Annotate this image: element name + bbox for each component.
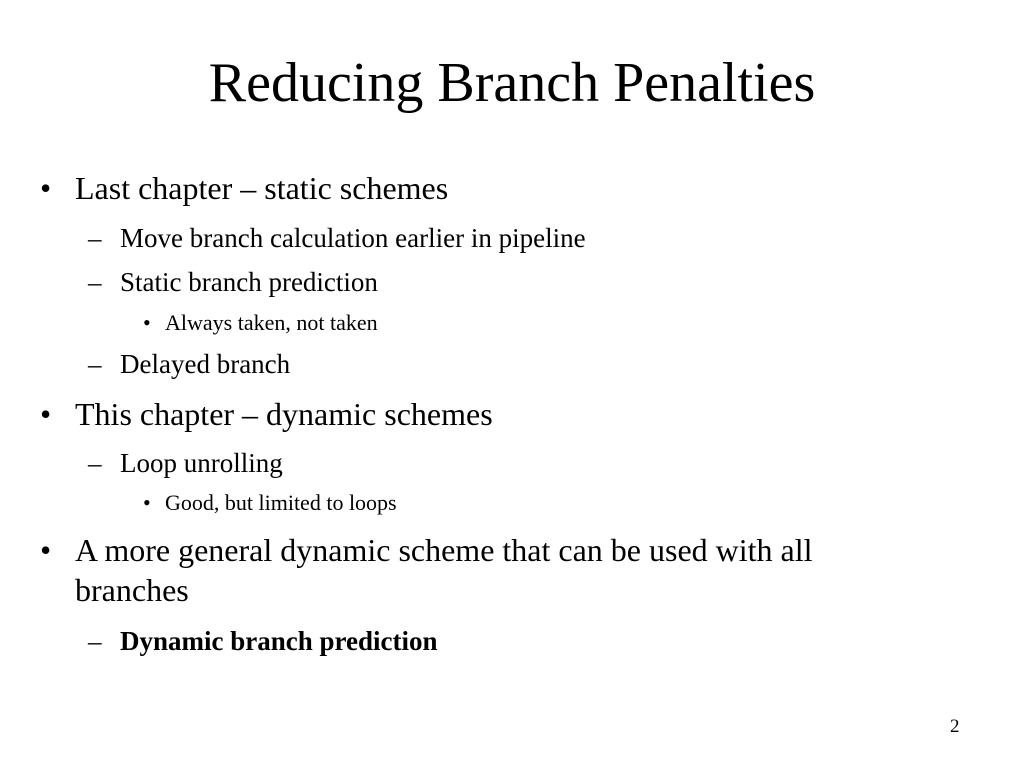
bullet-text: Always taken, not taken xyxy=(165,310,378,335)
dash-marker: – xyxy=(88,448,102,478)
bullet-marker: • xyxy=(40,396,52,432)
bullet-item-level2 xyxy=(0,624,1024,658)
page-number: 2 xyxy=(950,716,960,737)
bullet-text: This chapter – dynamic schemes xyxy=(75,396,493,432)
bullet-text: Last chapter – static schemes xyxy=(75,170,449,206)
bullet-marker: • xyxy=(143,490,151,515)
bullet-item-level3 xyxy=(0,489,1024,517)
bullet-item-level3 xyxy=(0,309,1024,337)
bullet-item-level2 xyxy=(0,347,1024,381)
dash-marker: – xyxy=(88,267,102,297)
bullet-marker: • xyxy=(40,170,52,206)
bullet-text: Move branch calculation earlier in pipeline xyxy=(120,223,586,253)
bullet-item-level1 xyxy=(0,168,1024,208)
bullet-text: Good, but limited to loops xyxy=(165,490,397,515)
bullet-marker: • xyxy=(40,532,52,568)
bullet-text: Loop unrolling xyxy=(120,448,283,478)
bullet-text: Delayed branch xyxy=(120,349,291,379)
bullet-item-level2 xyxy=(0,265,1024,299)
bullet-item-level1 xyxy=(0,394,1024,434)
dash-marker: – xyxy=(88,223,102,253)
bullet-text-line1: A more general dynamic scheme that can be used with all xyxy=(75,532,813,568)
bullet-item-level2 xyxy=(0,221,1024,255)
bullet-item-level2 xyxy=(0,446,1024,480)
bullet-text: Static branch prediction xyxy=(120,267,378,297)
bullet-text-emphasis: Dynamic branch prediction xyxy=(120,626,438,656)
dash-marker: – xyxy=(88,349,102,379)
bullet-text-line2: branches xyxy=(75,572,189,608)
slide-title: Reducing Branch Penalties xyxy=(208,52,816,114)
bullet-marker: • xyxy=(143,310,151,335)
dash-marker: – xyxy=(88,626,102,656)
bullet-item-level1 xyxy=(0,530,1024,610)
